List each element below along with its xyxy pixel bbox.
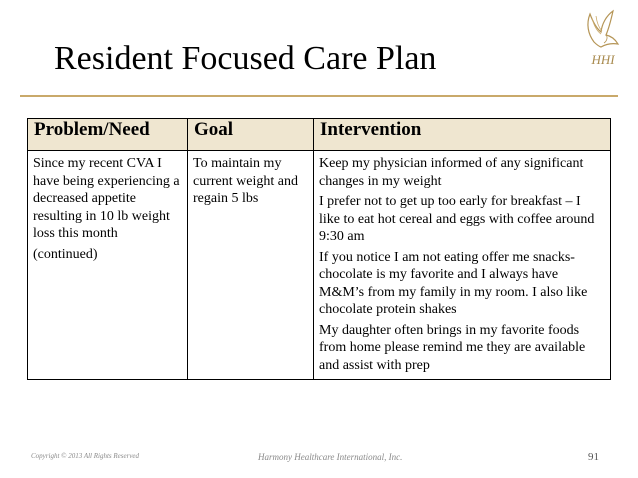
problem-cell — [28, 151, 188, 380]
intervention-item: I prefer not to get up too early for breakfast – I like to eat hot cereal and eggs with coffee around 9:30 am — [319, 194, 595, 244]
problem-continued: (continued) — [33, 246, 98, 262]
table-row — [28, 151, 611, 380]
company-name: Harmony Healthcare International, Inc. — [258, 452, 403, 462]
dove-icon — [580, 8, 626, 78]
goal-cell: To maintain my current weight and regain 5 lbs — [188, 151, 314, 380]
table-header-row — [28, 119, 611, 151]
problem-text: Since my recent CVA I have being experiencing a decreased appetite resulting in 10 lb weight loss this month — [33, 156, 180, 241]
intervention-item: Keep my physician informed of any significant changes in my weight — [319, 156, 584, 189]
intervention-item: If you notice I am not eating offer me snacks- chocolate is my favorite and I always have M&M’s from my family in my room. I also like chocolate protein shakes — [319, 249, 588, 317]
care-plan-table — [27, 118, 611, 380]
copyright-text: Copyright © 2013 All Rights Reserved — [31, 452, 140, 460]
header-goal: Goal — [188, 119, 314, 151]
intervention-item: My daughter often brings in my favorite foods from home please remind me they are available and assist with prep — [319, 322, 586, 373]
header-problem-need: Problem/Need — [28, 119, 188, 151]
slide-title: Resident Focused Care Plan — [54, 40, 437, 77]
intervention-cell — [314, 151, 611, 380]
logo-text: HHI — [591, 52, 615, 67]
header-intervention: Intervention — [314, 119, 611, 151]
title-divider — [20, 95, 618, 97]
page-number: 91 — [588, 451, 599, 463]
hhi-logo — [580, 8, 626, 78]
